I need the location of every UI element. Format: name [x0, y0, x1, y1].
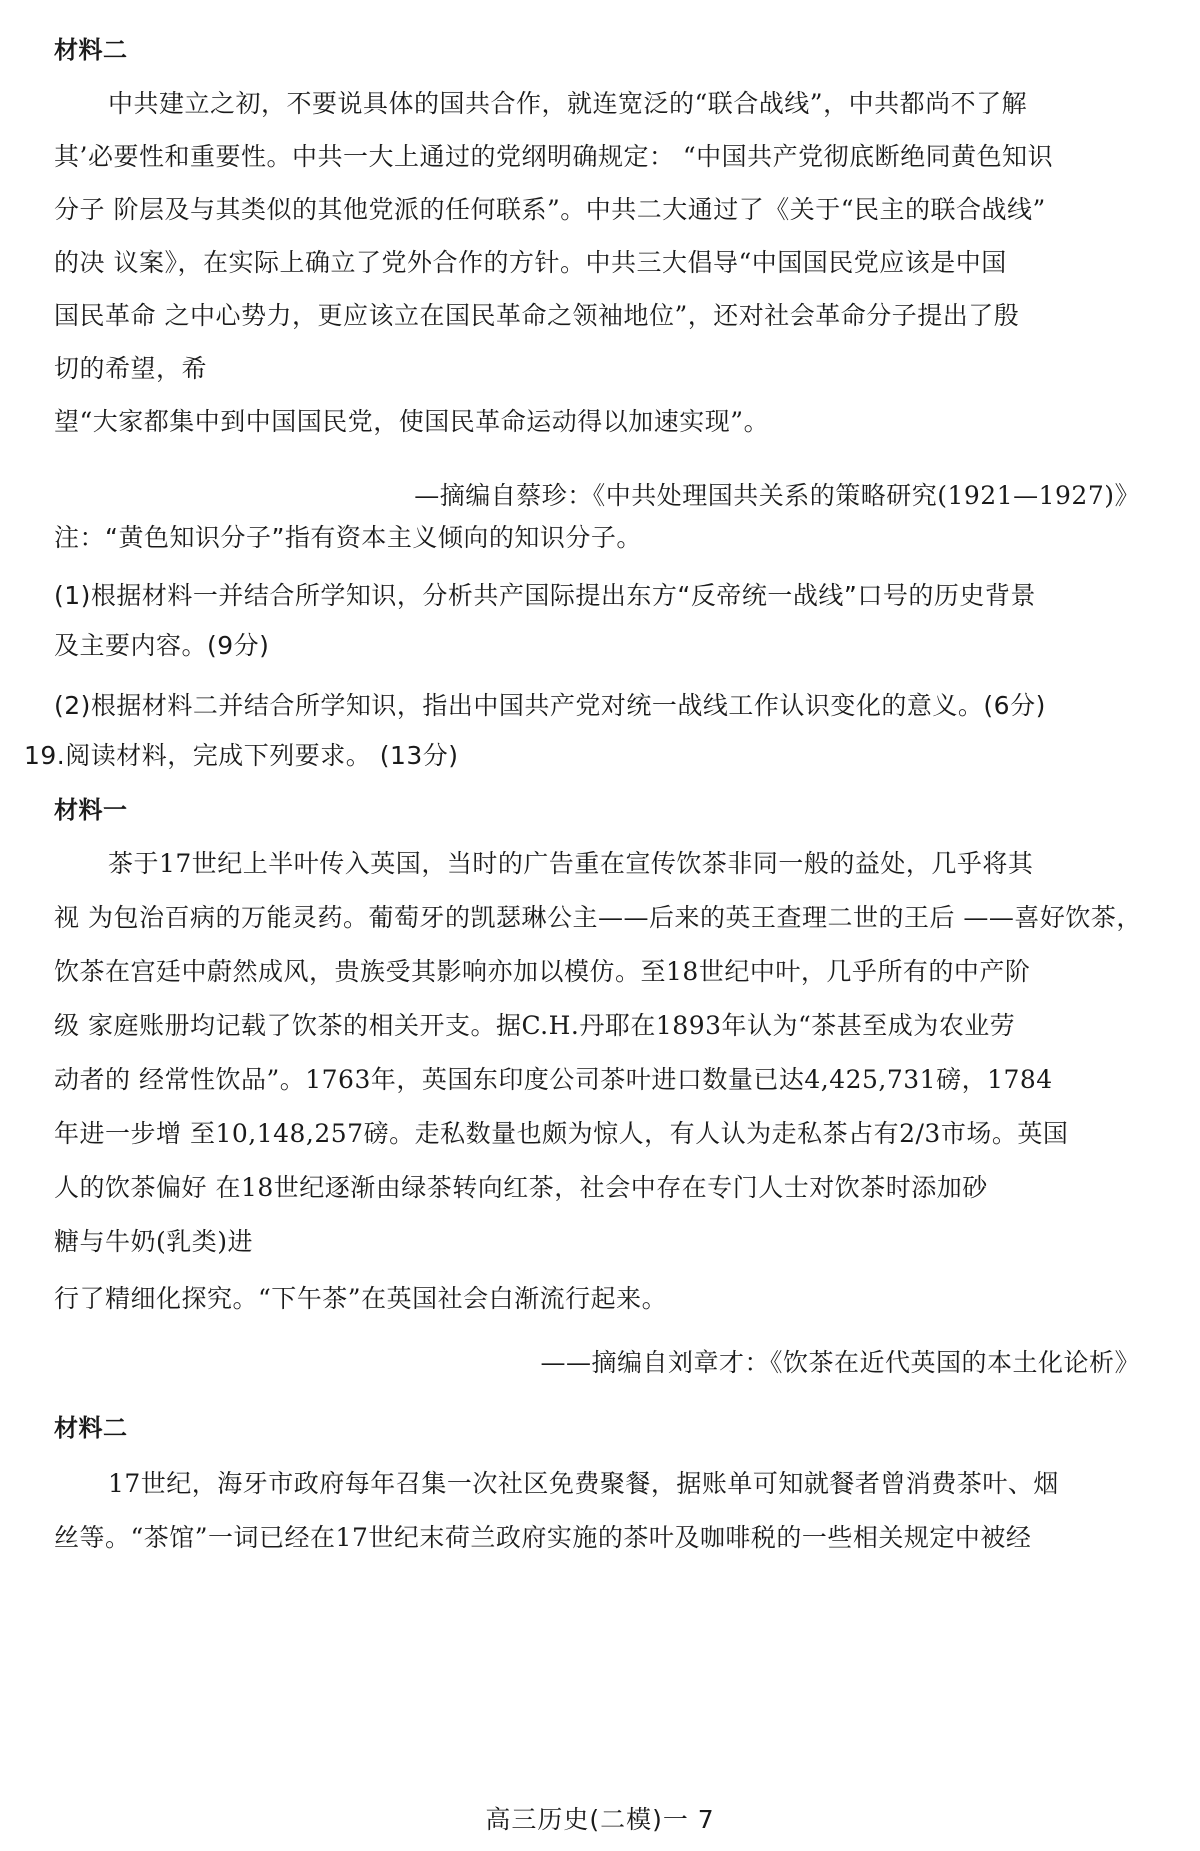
page-footer: 高三历史(二模)一 7 [485, 1805, 715, 1834]
question-2: (2)根据材料二并结合所学知识，指出中国共产党对统一战线工作认识变化的意义。(6分) [54, 691, 1046, 720]
q19-material2-heading: 材料二 [54, 1414, 128, 1442]
q19-material2-line: 丝等。“茶馆”一词已经在17世纪末荷兰政府实施的茶叶及咖啡税的一些相关规定中被经 [54, 1523, 1032, 1552]
material2-line: 切的希望，希 [54, 354, 208, 383]
material2-line: 分子 阶层及与其类似的其他党派的任何联系”。中共二大通过了《关于“民主的联合战线” [54, 195, 1046, 224]
material2-note: 注：“黄色知识分子”指有资本主义倾向的知识分子。 [54, 523, 642, 552]
q19-material2-line: 17世纪，海牙市政府每年召集一次社区免费聚餐，据账单可知就餐者曾消费茶叶、烟 [108, 1469, 1059, 1498]
material2-line: 中共建立之初，不要说具体的国共合作，就连宽泛的“联合战线”，中共都尚不了解 [108, 89, 1028, 118]
q19-material1-line: 年进一步增 至10,148,257磅。走私数量也颇为惊人，有人认为走私茶占有2/3市场。英国 [54, 1119, 1069, 1148]
material2-line: 望“大家都集中到中国国民党，使国民革命运动得以加速实现”。 [54, 407, 770, 436]
q19-material1-line: 行了精细化探究。“下午茶”在英国社会白渐流行起来。 [54, 1284, 668, 1313]
question-19-title: 19.阅读材料，完成下列要求。 (13分) [24, 741, 459, 770]
q19-material1-line: 视 为包治百病的万能灵药。葡萄牙的凯瑟琳公主——后来的英王查理二世的王后 ——喜好饮茶， [54, 903, 1142, 932]
q19-material1-heading: 材料一 [54, 796, 128, 824]
q19-material1-line: 级 家庭账册均记载了饮茶的相关开支。据C.H.丹耶在1893年认为“茶甚至成为农业劳 [54, 1011, 1016, 1040]
material2-line: 的决 议案》，在实际上确立了党外合作的方针。中共三大倡导“中国国民党应该是中国 [54, 248, 1007, 277]
q19-material1-line: 糖与牛奶(乳类)进 [54, 1227, 254, 1256]
q19-material1-line: 人的饮茶偏好 在18世纪逐渐由绿茶转向红茶，社会中存在专门人士对饮茶时添加砂 [54, 1173, 988, 1202]
material2-line: 其’必要性和重要性。中共一大上通过的党纲明确规定： “中国共产党彻底断绝同黄色知识 [54, 142, 1054, 171]
q19-material1-line: 动者的 经常性饮品”。1763年，英国东印度公司茶叶进口数量已达4,425,731磅，1784 [54, 1065, 1053, 1094]
question-1-line2: 及主要内容。(9分) [54, 631, 270, 660]
q19-material1-line: 茶于17世纪上半叶传入英国，当时的广告重在宣传饮茶非同一般的益处，几乎将其 [108, 849, 1034, 878]
material2-heading: 材料二 [54, 36, 128, 64]
q19-material1-source: ——摘编自刘章才：《饮茶在近代英国的本土化论析》 [540, 1348, 1140, 1377]
question-1-line1: (1)根据材料一并结合所学知识，分析共产国际提出东方“反帝统一战线”口号的历史背景 [54, 581, 1036, 610]
material2-source: —摘编自蔡珍：《中共处理国共关系的策略研究(1921—1927)》 [414, 481, 1140, 510]
material2-line: 国民革命 之中心势力，更应该立在国民革命之领袖地位”，还对社会革命分子提出了殷 [54, 301, 1020, 330]
q19-material1-line: 饮茶在宫廷中蔚然成风，贵族受其影响亦加以模仿。至18世纪中叶，几乎所有的中产阶 [54, 957, 1031, 986]
